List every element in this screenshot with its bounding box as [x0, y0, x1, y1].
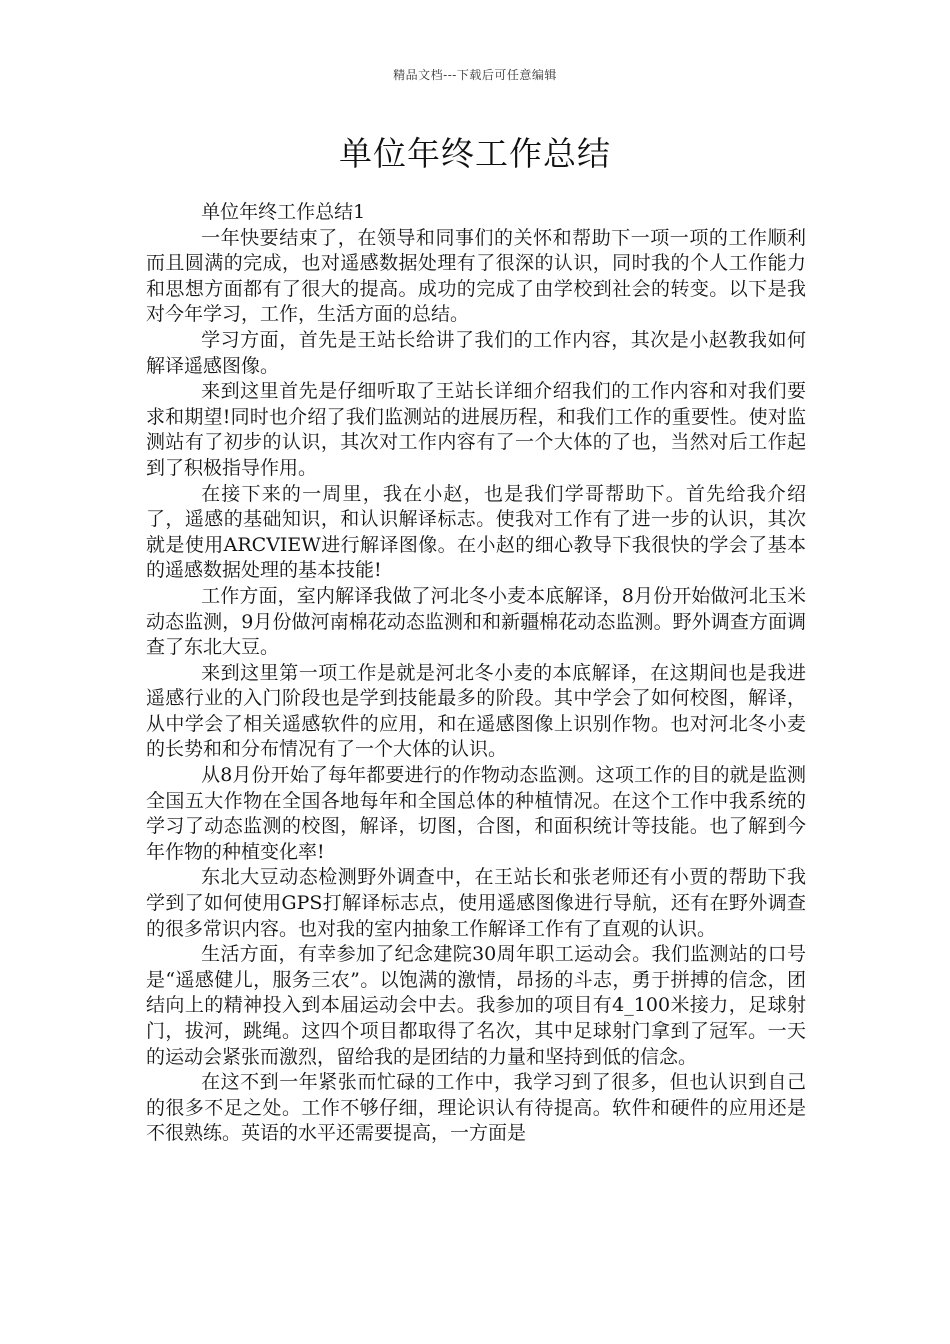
paragraph-monitoring: 从8月份开始了每年都要进行的作物动态监测。这项工作的目的就是监测全国五大作物在全国各地每年和全国总体的种植情况。在这个工作中我系统的学习了动态监测的校图，解译，切图，合图，和面积统计等技能。也了解到今年作物的种植变化率! — [146, 764, 806, 863]
paragraph-study: 学习方面，首先是王站长给讲了我们的工作内容，其次是小赵教我如何解译遥感图像。 — [146, 328, 806, 377]
paragraph-life: 生活方面，有幸参加了纪念建院30周年职工运动会。我们监测站的口号是“遥感健儿，服务三农”。以饱满的激情，昂扬的斗志，勇于拼搏的信念，团结向上的精神投入到本届运动会中去。我参加的项目有4_100米接力，足球射门，拔河，跳绳。这四个项目都取得了名次，其中足球射门拿到了冠军。一天的运动会紧张而激烈，留给我的是团结的力量和坚持到低的信念。 — [146, 943, 806, 1068]
paragraph-first-week: 在接下来的一周里，我在小赵，也是我们学哥帮助下。首先给我介绍了，遥感的基础知识，和认识解译标志。使我对工作有了进一步的认识，其次就是使用ARCVIEW进行解译图像。在小赵的细心教导下我很快的学会了基本的遥感数据处理的基本技能! — [146, 482, 806, 582]
paragraph-first-task: 来到这里第一项工作是就是河北冬小麦的本底解译，在这期间也是我进遥感行业的入门阶段也是学到技能最多的阶段。其中学会了如何校图，解译，从中学会了相关遥感软件的应用，和在遥感图像上识别作物。也对河北冬小麦的长势和和分布情况有了一个大体的认识。 — [146, 661, 806, 761]
paragraph-work: 工作方面，室内解译我做了河北冬小麦本底解译，8月份开始做河北玉米动态监测，9月份做河南棉花动态监测和和新疆棉花动态监测。野外调查方面调查了东北大豆。 — [146, 584, 806, 659]
document-body — [146, 200, 806, 1147]
paragraph-arrival: 来到这里首先是仔细听取了王站长详细介绍我们的工作内容和对我们要求和期望!同时也介绍了我们监测站的进展历程，和我们工作的重要性。使对监测站有了初步的认识，其次对工作内容有了一个大体的了也，当然对后工作起到了积极指导作用。 — [146, 380, 806, 479]
paragraph-field-survey: 东北大豆动态检测野外调查中，在王站长和张老师还有小贾的帮助下我学到了如何使用GPS打解译标志点，使用遥感图像进行导航，还有在野外调查的很多常识内容。也对我的室内抽象工作解译工作有了直观的认识。 — [146, 866, 806, 940]
section-heading: 单位年终工作总结1 — [201, 201, 366, 223]
document-title: 单位年终工作总结 — [339, 134, 611, 173]
paragraph-reflection: 在这不到一年紧张而忙碌的工作中，我学习到了很多，但也认识到自己的很多不足之处。工作不够仔细，理论识认有待提高。软件和硬件的应用还是不很熟练。英语的水平还需要提高，一方面是 — [146, 1071, 806, 1145]
paragraph-intro: 一年快要结束了，在领导和同事们的关怀和帮助下一项一项的工作顺利而且圆满的完成，也对遥感数据处理有了很深的认识，同时我的个人工作能力和思想方面都有了很大的提高。成功的完成了由学校到社会的转变。以下是我对今年学习，工作，生活方面的总结。 — [146, 226, 806, 326]
header-note: 精品文档---下载后可任意编辑 — [393, 68, 557, 82]
